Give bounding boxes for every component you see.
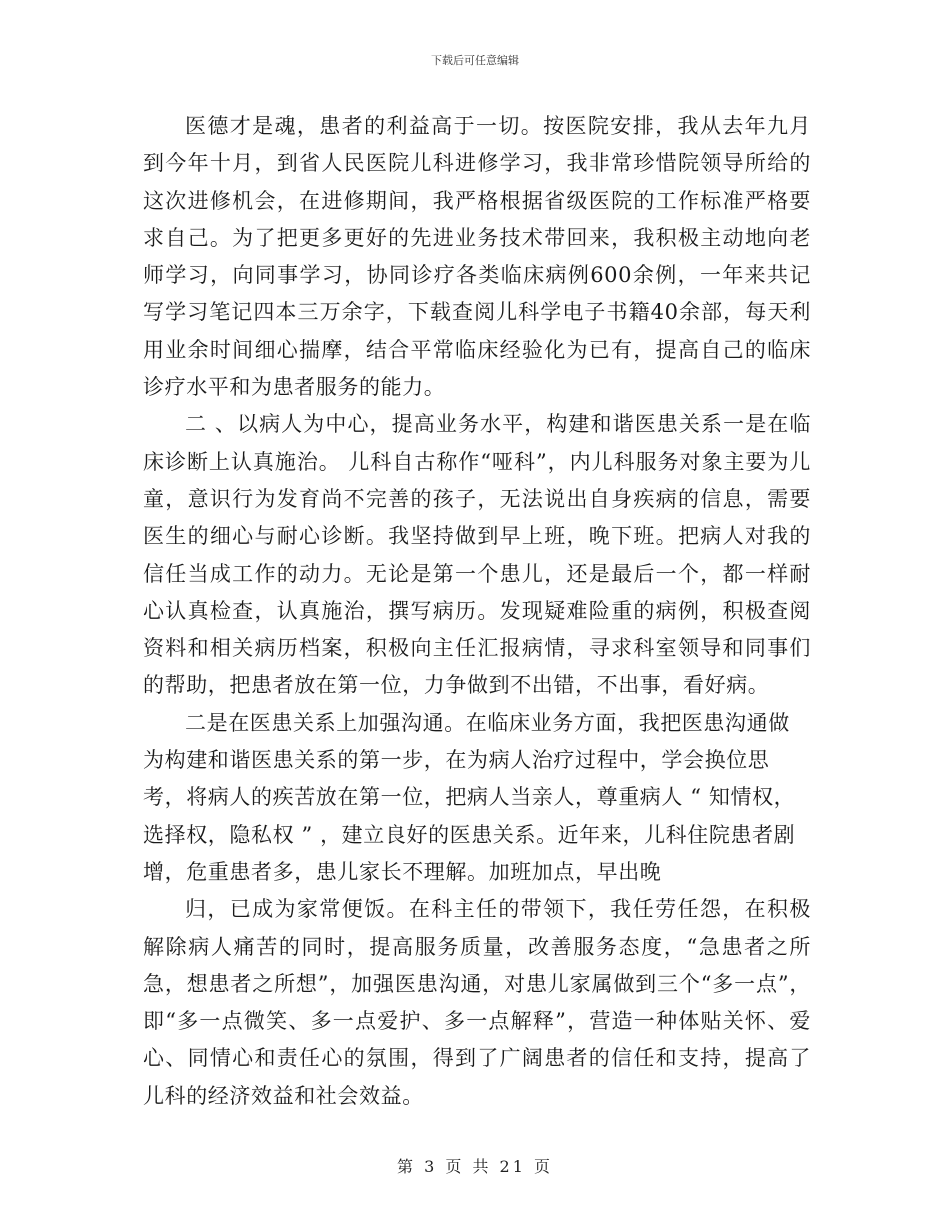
paragraph-communication: 二是在医患关系上加强沟通。在临床业务方面，我把医患沟通做为构建和谐医患关系的第一步，在为病人治疗过程中，学会换位思考，将病人的疾苦放在第一位，把病人当亲人，尊重病人 “ 知情权，选择权，隐私权 ” ，建立良好的医患关系。近年来，儿科住院患者剧增，危重患者多，患儿家长不理解。加班加点，早出晚 bbox=[143, 710, 796, 884]
page-number-footer: 第 3 页 共 21 页 bbox=[397, 1157, 553, 1176]
paragraph-patient-centered: 二 、以病人为中心，提高业务水平，构建和谐医患关系一是在临床诊断上认真施治。 儿科自古称作“哑科”，内儿科服务对象主要为儿童，意识行为发育尚不完善的孩子，无法说出自身疾病的信息，需要医生的细心与耐心诊断。我坚持做到早上班，晚下班。把病人对我的信任当成工作的动力。无论是第一个患儿，还是最后一个，都一样耐心认真检查，认真施治，撰写病历。发现疑难险重的病例，积极查阅资料和相关病历档案，积极向主任汇报病情，寻求科室领导和同事们的帮助，把患者放在第一位，力争做到不出错，不出事，看好病。 bbox=[143, 412, 811, 698]
paragraph-medical-ethics: 医德才是魂，患者的利益高于一切。按医院安排，我从去年九月到今年十月，到省人民医院儿科进修学习，我非常珍惜院领导所给的这次进修机会，在进修期间，我严格根据省级医院的工作标准严格要求自己。为了把更多更好的先进业务技术带回来，我积极主动地向老师学习，向同事学习，协同诊疗各类临床病例600余例，一年来共记写学习笔记四本三万余字，下载查阅儿科学电子书籍40余部，每天利用业余时间细心揣摩，结合平常临床经验化为已有，提高自己的临床诊疗水平和为患者服务的能力。 bbox=[143, 114, 811, 400]
document-body bbox=[143, 108, 811, 1115]
paragraph-service-quality: 归，已成为家常便饭。在科主任的带领下，我任劳任怨，在积极解除病人痛苦的同时，提高服务质量，改善服务态度，“急患者之所急，想患者之所想”，加强医患沟通，对患儿家属做到三个“多一点”，即“多一点微笑、多一点爱护、多一点解释”，营造一种体贴关怀、爱心、同情心和责任心的氛围，得到了广阔患者的信任和支持，提高了儿科的经济效益和社会效益。 bbox=[143, 897, 811, 1108]
page-header: 下载后可任意编辑 bbox=[431, 54, 519, 67]
